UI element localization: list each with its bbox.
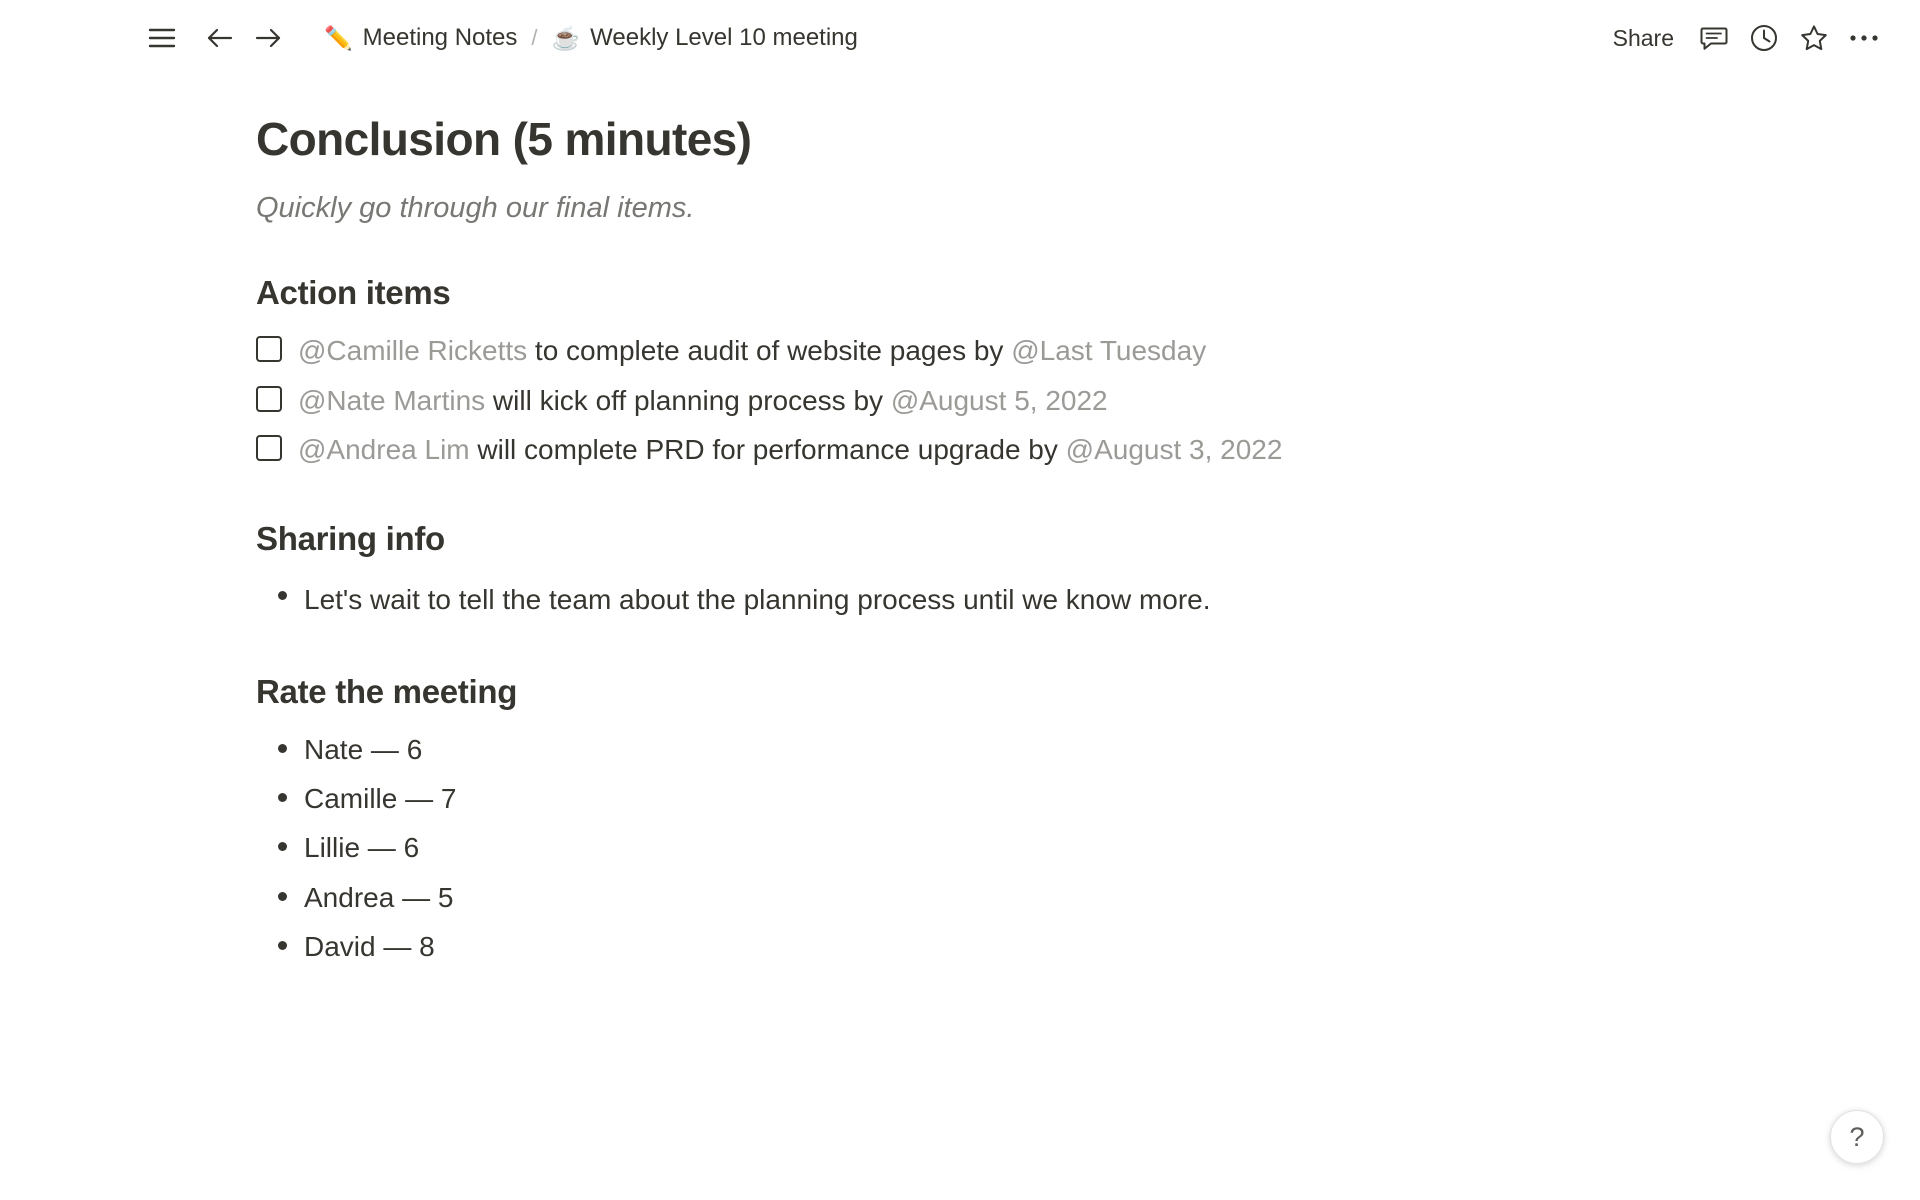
breadcrumb-item-meeting-notes[interactable] xyxy=(316,20,525,56)
section-heading-action-items: Action items xyxy=(256,274,451,312)
hamburger-menu-icon[interactable] xyxy=(140,16,184,60)
section-heading-sharing-info: Sharing info xyxy=(256,519,445,557)
todo-text-middle: to complete audit of website pages by xyxy=(527,335,1012,367)
more-horizontal-icon[interactable] xyxy=(1842,16,1886,60)
page-title: Conclusion (5 minutes) xyxy=(256,113,752,165)
action-items-list xyxy=(256,326,1640,474)
page-content xyxy=(0,76,1640,971)
top-bar-left xyxy=(140,16,1601,60)
mention-date[interactable]: @August 5, 2022 xyxy=(890,384,1108,416)
section-heading-rate-the-meeting: Rate the meeting xyxy=(256,673,518,711)
rate-the-meeting-list xyxy=(256,725,1640,971)
breadcrumb-label-weekly-level-10-meeting: Weekly Level 10 meeting xyxy=(590,24,858,51)
mention-date[interactable]: @Last Tuesday xyxy=(1011,335,1207,367)
todo-text-middle: will kick off planning process by xyxy=(485,384,891,416)
breadcrumb-separator: / xyxy=(531,25,538,50)
breadcrumb-item-weekly-level-10-meeting[interactable] xyxy=(544,20,866,56)
mention-person[interactable]: @Camille Ricketts xyxy=(298,335,528,367)
todo-checkbox[interactable] xyxy=(256,435,282,461)
mention-person[interactable]: @Andrea Lim xyxy=(298,433,470,465)
breadcrumb xyxy=(316,20,866,56)
comment-icon[interactable] xyxy=(1692,16,1736,60)
todo-label xyxy=(298,381,1108,420)
top-bar-right xyxy=(1601,16,1886,60)
mention-person[interactable]: @Nate Martins xyxy=(298,384,486,416)
clock-history-icon[interactable] xyxy=(1742,16,1786,60)
mention-date[interactable]: @August 3, 2022 xyxy=(1065,433,1283,465)
star-icon[interactable] xyxy=(1792,16,1836,60)
list-item[interactable]: Let's wait to tell the team about the planning process until we know more. xyxy=(256,572,1640,627)
list-item[interactable]: Lillie — 6 xyxy=(256,823,1640,872)
todo-item[interactable] xyxy=(256,326,1640,375)
arrow-left-icon[interactable] xyxy=(198,16,242,60)
page-subtitle: Quickly go through our final items. xyxy=(256,192,695,225)
list-item[interactable]: Andrea — 5 xyxy=(256,873,1640,922)
list-item[interactable]: Nate — 6 xyxy=(256,725,1640,774)
todo-item[interactable] xyxy=(256,376,1640,425)
pencil-icon: ✏️ xyxy=(324,24,353,51)
top-bar xyxy=(0,0,1920,76)
navigation-arrows xyxy=(198,16,290,60)
arrow-right-icon[interactable] xyxy=(246,16,290,60)
list-item[interactable]: Camille — 7 xyxy=(256,774,1640,823)
todo-item[interactable] xyxy=(256,425,1640,474)
todo-checkbox[interactable] xyxy=(256,336,282,362)
todo-label xyxy=(298,331,1206,370)
coffee-icon: ☕ xyxy=(551,24,581,51)
share-button[interactable]: Share xyxy=(1601,18,1686,59)
breadcrumb-label-meeting-notes: Meeting Notes xyxy=(362,24,518,51)
todo-checkbox[interactable] xyxy=(256,386,282,412)
list-item[interactable]: David — 8 xyxy=(256,922,1640,971)
todo-text-middle: will complete PRD for performance upgrade by xyxy=(469,433,1066,465)
help-button[interactable]: ? xyxy=(1830,1110,1884,1164)
sharing-info-list xyxy=(256,572,1640,627)
todo-label xyxy=(298,430,1282,469)
